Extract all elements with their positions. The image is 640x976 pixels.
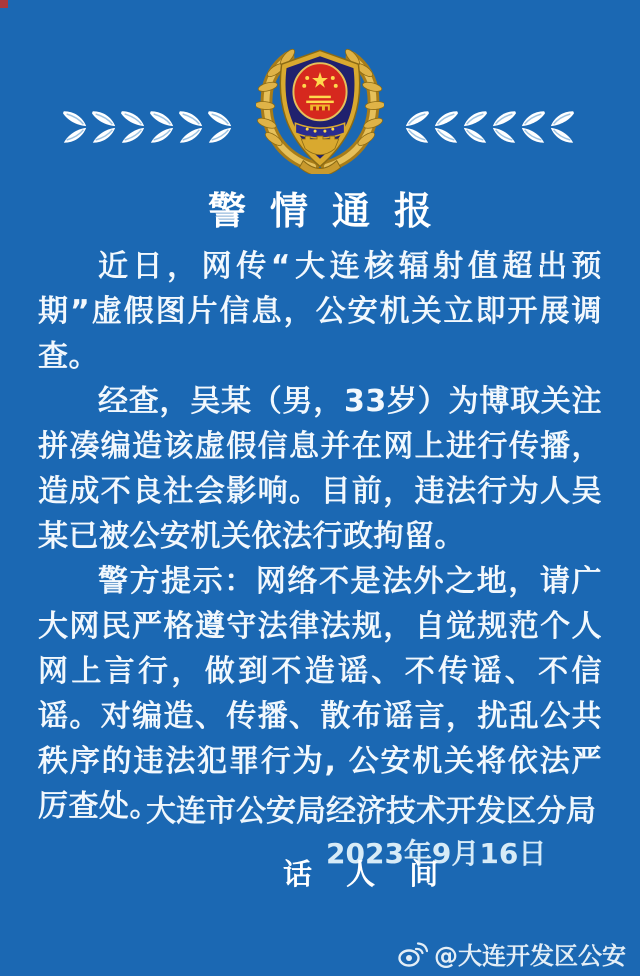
chevron-leaf-icon xyxy=(178,110,204,144)
notice-body xyxy=(38,244,602,829)
chevron-leaf-icon xyxy=(62,110,88,144)
police-badge-icon xyxy=(256,40,384,174)
paragraph-1: 近日，网传“大连核辐射值超出预期”虚假图片信息，公安机关立即开展调查。 xyxy=(38,249,602,374)
chevron-leaf-icon xyxy=(491,110,517,144)
chevron-leaf-icon xyxy=(149,110,175,144)
chevrons-right xyxy=(404,110,575,144)
paragraph-3: 警方提示：网络不是法外之地，请广大网民严格遵守法律法规，自觉规范个人网上言行，做到不造谣、不传谣、不信谣。对编造、传播、散布谣言，扰乱公共秩序的违法犯罪行为, 公安机关将依法严厉查处。 xyxy=(38,564,602,824)
weibo-logo-icon xyxy=(398,941,428,967)
chevron-leaf-icon xyxy=(433,110,459,144)
chevron-leaf-icon xyxy=(120,110,146,144)
date-line: 2023年9月16日 xyxy=(326,837,547,870)
paragraph-2: 经查，吴某（男，33岁）为博取关注拼凑编造该虚假信息并在网上进行传播，造成不良社会影响。目前，违法行为人吴某已被公安机关依法行政拘留。 xyxy=(38,384,602,554)
weibo-handle: @大连开发区公安 xyxy=(434,942,626,970)
corner-artifact xyxy=(0,0,8,8)
notice-title: 警情通报 xyxy=(207,189,456,233)
chevron-leaf-icon xyxy=(404,110,430,144)
chevron-leaf-icon xyxy=(207,110,233,144)
chevrons-left xyxy=(62,110,233,144)
chevron-leaf-icon xyxy=(549,110,575,144)
weibo-watermark xyxy=(398,936,626,971)
chevron-leaf-icon xyxy=(520,110,546,144)
chevron-leaf-icon xyxy=(462,110,488,144)
issuer-line: 大连市公安局经济技术开发区分局 xyxy=(146,794,596,829)
watermark-text: 话 人 间 xyxy=(283,857,451,891)
chevron-leaf-icon xyxy=(91,110,117,144)
